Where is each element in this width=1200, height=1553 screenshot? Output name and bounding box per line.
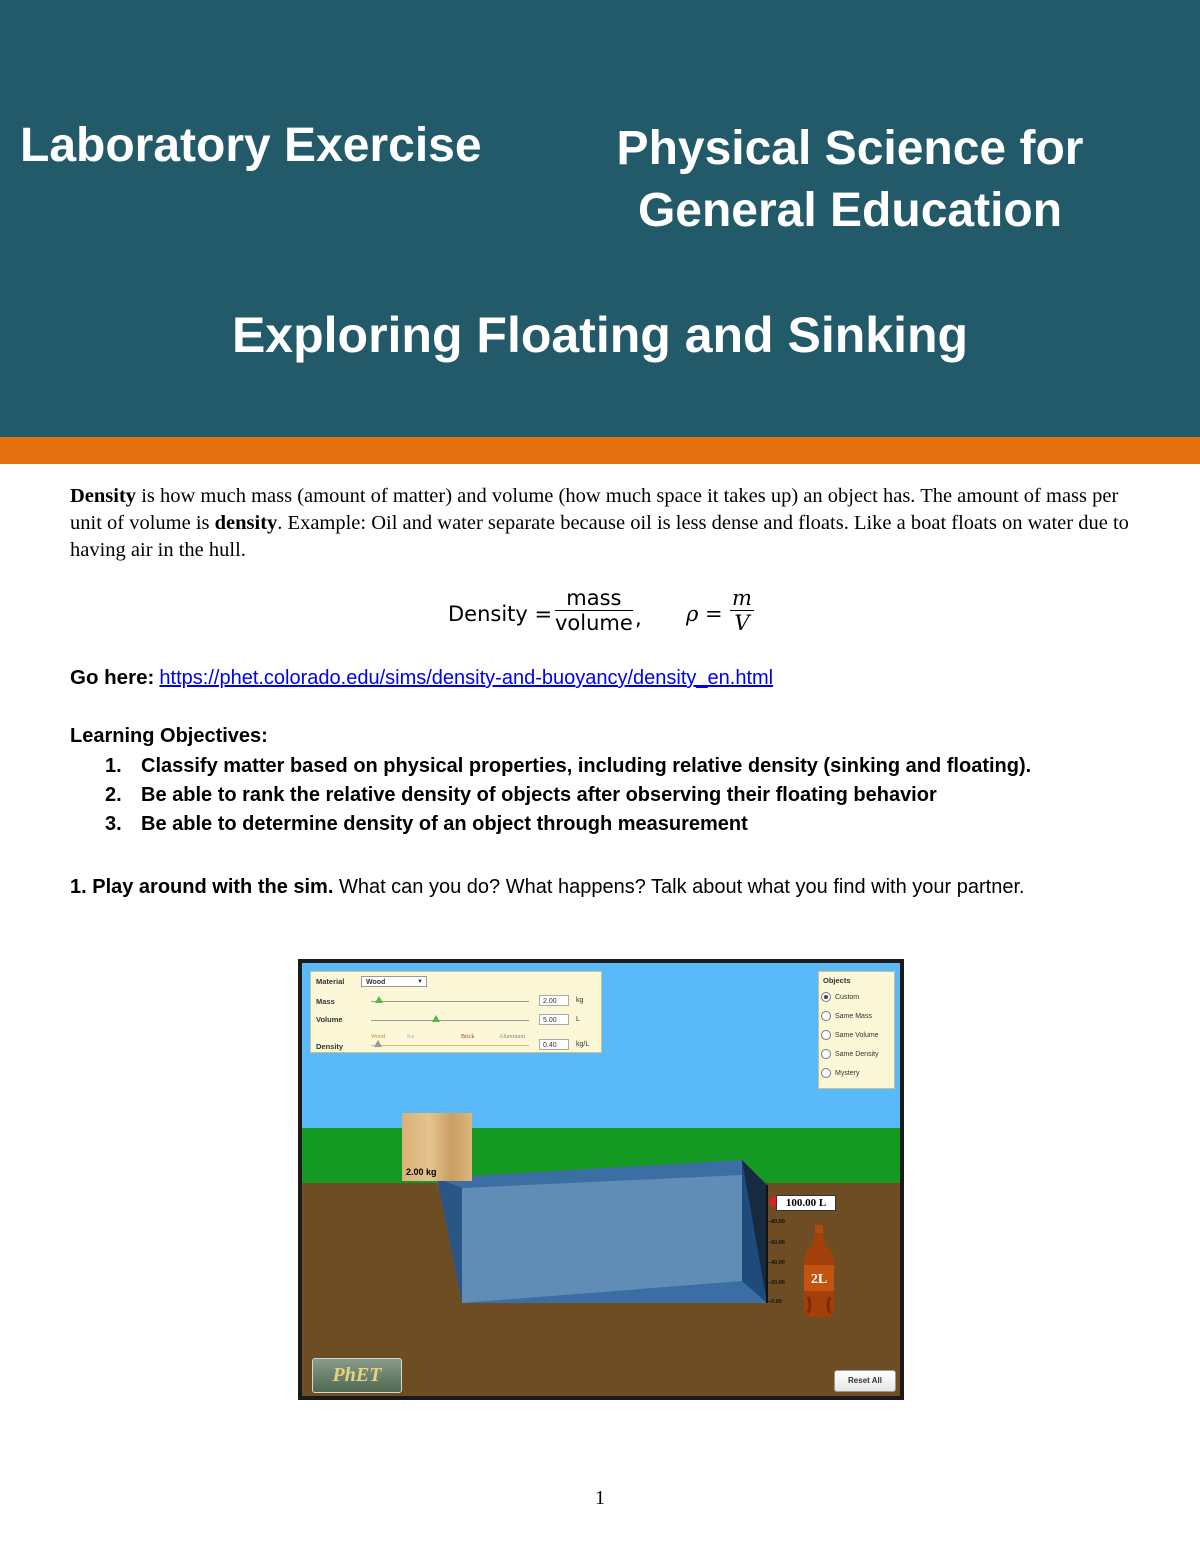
course-title-line1: Physical Science for [616, 122, 1084, 175]
formula-denominator: volume [555, 611, 633, 635]
objects-panel [818, 971, 895, 1089]
option-label: Same Mass [835, 1012, 872, 1020]
objective-item [70, 781, 1031, 810]
mass-unit: kg [576, 997, 584, 1004]
density-label: Density [316, 1042, 344, 1051]
option-label: Mystery [835, 1069, 860, 1077]
density-formula [448, 584, 768, 644]
question-1-text: What can you do? What happens? Talk about what you find with your partner. [333, 876, 1025, 898]
question-1-lead: 1. Play around with the sim. [70, 876, 334, 898]
density-term: Density [70, 485, 137, 507]
material-panel [310, 971, 602, 1053]
density-mark-aluminum: Aluminum [499, 1034, 526, 1040]
objective-number: 2. [105, 784, 122, 806]
density-mark-wood: Wood [371, 1034, 386, 1040]
scale-tick: –40.00 [768, 1260, 785, 1266]
simulation-viewport [302, 963, 900, 1396]
volume-slider-thumb[interactable] [432, 1015, 440, 1022]
scale-tick: –60.00 [768, 1240, 785, 1246]
density-mark-brick: Brick [461, 1034, 475, 1040]
formula-rho: ρ = [686, 602, 723, 626]
objective-number: 1. [105, 755, 122, 777]
volume-label: Volume [316, 1015, 343, 1024]
bottle-label: 2L [810, 1272, 828, 1287]
objective-text: Be able to determine density of an object through measurement [141, 813, 748, 835]
mass-slider-track[interactable] [371, 1001, 529, 1002]
scale-tick: –20.00 [768, 1280, 785, 1286]
mass-over-volume [555, 586, 633, 635]
option-custom[interactable] [821, 992, 859, 1002]
density-term-2: density [214, 512, 278, 534]
option-same-mass[interactable] [821, 1011, 872, 1021]
objective-item [70, 752, 1031, 781]
radio-icon[interactable] [821, 1068, 831, 1078]
intro-paragraph [70, 483, 1140, 564]
radio-icon[interactable] [821, 1049, 831, 1059]
accent-divider [0, 437, 1200, 464]
soda-bottle-icon [802, 1225, 836, 1317]
formula-numerator: mass [555, 586, 633, 611]
option-label: Same Volume [835, 1031, 879, 1039]
mass-field[interactable]: 2.00 [539, 995, 569, 1006]
objects-heading: Objects [823, 976, 851, 985]
mass-slider-thumb[interactable] [375, 996, 383, 1003]
option-label: Same Density [835, 1050, 879, 1058]
header-band [0, 0, 1200, 437]
objective-number: 3. [105, 813, 122, 835]
go-here-line [70, 666, 773, 690]
formula-v: V [734, 611, 750, 635]
radio-selected-icon[interactable] [821, 992, 831, 1002]
intro-text-1: is how much mass (amount of matter) and volume (how much space it takes up) an object has. The amount of mass per unit of volume is [70, 485, 1119, 534]
simulation-screenshot [298, 959, 904, 1400]
objective-text: Be able to rank the relative density of objects after observing their floating behavior [141, 784, 937, 806]
mass-label: Mass [316, 997, 335, 1006]
material-value: Wood [366, 979, 386, 986]
density-field: 0.40 [539, 1039, 569, 1050]
scale-tick: –0.00 [768, 1299, 782, 1305]
density-mark-ice: Ice [407, 1034, 415, 1040]
reset-all-button[interactable]: Reset All [834, 1370, 896, 1392]
go-here-label: Go here: [70, 666, 155, 689]
objective-item [70, 810, 1031, 839]
material-label: Material [316, 977, 345, 986]
m-over-v [730, 586, 754, 635]
volume-unit: L [576, 1016, 580, 1023]
option-mystery[interactable] [821, 1068, 860, 1078]
volume-slider-track[interactable] [371, 1020, 529, 1021]
phet-sim-link[interactable]: https://phet.colorado.edu/sims/density-and-buoyancy/density_en.html [159, 667, 774, 689]
volume-field[interactable]: 5.00 [539, 1014, 569, 1025]
option-label: Custom [835, 993, 860, 1001]
formula-m: m [732, 586, 752, 610]
radio-icon[interactable] [821, 1011, 831, 1021]
intro-text-2: . Example: Oil and water separate because oil is less dense and floats. Like a boat floats on water due to having air in the hull. [70, 512, 1129, 561]
page-number: 1 [595, 1487, 605, 1509]
radio-icon[interactable] [821, 1030, 831, 1040]
scale-tick: –80.00 [768, 1219, 785, 1225]
course-title [600, 118, 1100, 242]
material-select[interactable] [361, 976, 427, 987]
course-title-line2: General Education [637, 184, 1063, 237]
objective-text: Classify matter based on physical properties, including relative density (sinking and floating). [141, 755, 1032, 777]
density-unit: kg/L [576, 1041, 590, 1048]
formula-lhs: Density = [448, 602, 553, 626]
block-mass-label: 2.00 kg [406, 1167, 437, 1177]
question-1 [70, 876, 1025, 899]
chevron-down-icon: ▼ [417, 979, 423, 985]
objectives-heading: Learning Objectives: [70, 725, 268, 747]
pool-volume-readout: 100.00 L [776, 1195, 836, 1211]
option-same-density[interactable] [821, 1049, 879, 1059]
lab-exercise-title: Laboratory Exercise [20, 119, 482, 172]
density-slider-thumb [374, 1040, 382, 1047]
formula-comma: , [635, 606, 642, 630]
density-slider-track [371, 1045, 529, 1046]
option-same-volume[interactable] [821, 1030, 879, 1040]
objectives-list [70, 752, 1031, 839]
page-title: Exploring Floating and Sinking [231, 307, 969, 363]
phet-logo[interactable]: PhET [312, 1358, 402, 1393]
